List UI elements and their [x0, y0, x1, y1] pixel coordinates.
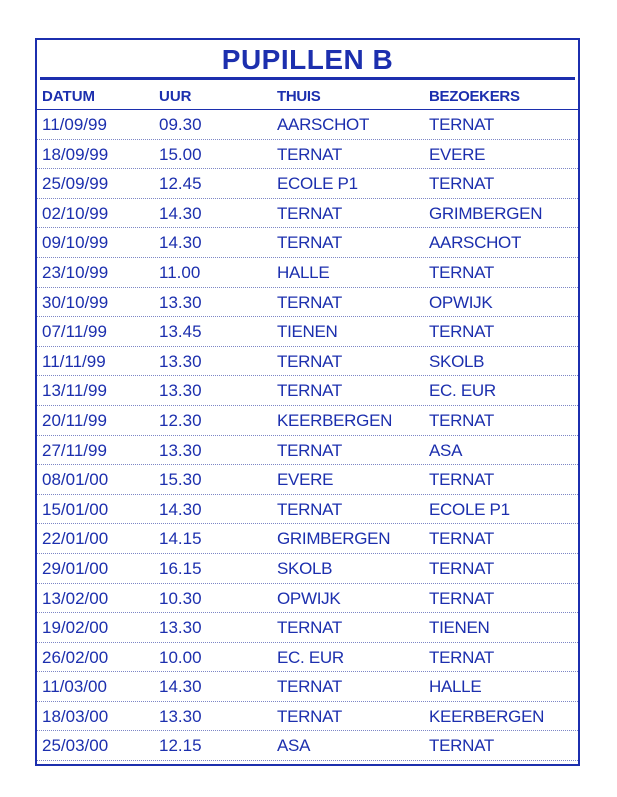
match-time: 10.00 [159, 647, 202, 667]
match-home-team: KEERBERGEN [277, 410, 393, 430]
match-home-team: ASA [277, 736, 311, 756]
match-away-team: HALLE [429, 677, 482, 697]
match-time: 09.30 [159, 115, 202, 134]
match-home-team: TERNAT [277, 144, 342, 164]
match-away-team: TERNAT [429, 322, 494, 342]
table-row [37, 110, 578, 140]
match-time: 13.30 [159, 618, 202, 638]
match-time: 10.30 [159, 588, 202, 608]
match-away-team: TERNAT [429, 174, 494, 194]
match-date: 11/09/99 [42, 115, 107, 134]
match-date: 11/11/99 [42, 351, 106, 371]
table-row [37, 376, 578, 406]
match-away-team: TERNAT [429, 262, 494, 282]
table-row [37, 465, 578, 495]
match-date: 18/09/99 [42, 144, 109, 164]
match-away-team: TERNAT [429, 588, 494, 608]
match-time: 12.15 [159, 736, 202, 756]
match-away-team: TERNAT [429, 115, 494, 134]
match-date: 23/10/99 [42, 262, 109, 282]
match-time: 12.30 [159, 410, 202, 430]
match-away-team: ASA [429, 440, 463, 460]
match-away-team: AARSCHOT [429, 233, 522, 253]
match-time: 13.30 [159, 706, 202, 726]
match-date: 11/03/00 [42, 677, 107, 697]
match-away-team: EC. EUR [429, 381, 496, 401]
match-date: 19/02/00 [42, 618, 109, 638]
table-row [37, 228, 578, 258]
table-row [37, 495, 578, 525]
match-home-team: TERNAT [277, 677, 342, 697]
match-time: 14.30 [159, 499, 202, 519]
table-header [37, 82, 578, 110]
table-row [37, 436, 578, 466]
match-home-team: HALLE [277, 262, 330, 282]
match-date: 20/11/99 [42, 410, 107, 430]
match-date: 13/11/99 [42, 381, 107, 401]
match-date: 25/09/99 [42, 174, 109, 194]
match-away-team: GRIMBERGEN [429, 203, 543, 223]
match-date: 02/10/99 [42, 203, 109, 223]
schedule-frame [35, 38, 580, 766]
table-row [37, 731, 578, 761]
match-home-team: TERNAT [277, 292, 342, 312]
table-row [37, 347, 578, 377]
match-date: 18/03/00 [42, 706, 109, 726]
match-time: 11.00 [159, 262, 201, 282]
match-away-team: KEERBERGEN [429, 706, 545, 726]
match-home-team: SKOLB [277, 558, 333, 578]
match-home-team: EVERE [277, 470, 334, 490]
match-home-team: ECOLE P1 [277, 174, 358, 194]
match-home-team: TERNAT [277, 618, 342, 638]
match-date: 26/02/00 [42, 647, 109, 667]
match-home-team: TERNAT [277, 233, 342, 253]
table-row [37, 613, 578, 643]
table-row [37, 199, 578, 229]
match-away-team: TIENEN [429, 618, 490, 638]
match-date: 27/11/99 [42, 440, 107, 460]
match-date: 30/10/99 [42, 292, 109, 312]
table-row [37, 169, 578, 199]
header-home: THUIS [277, 88, 321, 105]
match-time: 14.30 [159, 677, 202, 697]
table-row [37, 406, 578, 436]
table-row [37, 643, 578, 673]
table-row [37, 258, 578, 288]
match-time: 16.15 [159, 558, 202, 578]
table-row [37, 288, 578, 318]
match-date: 29/01/00 [42, 558, 109, 578]
match-away-team: ECOLE P1 [429, 499, 510, 519]
match-time: 13.45 [159, 322, 202, 342]
match-time: 15.00 [159, 144, 202, 164]
match-home-team: TIENEN [277, 322, 338, 342]
table-row [37, 584, 578, 614]
match-time: 15.30 [159, 470, 202, 490]
match-home-team: TERNAT [277, 203, 342, 223]
match-date: 15/01/00 [42, 499, 109, 519]
match-away-team: TERNAT [429, 647, 494, 667]
table-row [37, 702, 578, 732]
match-time: 13.30 [159, 292, 202, 312]
match-list [37, 110, 578, 761]
match-date: 07/11/99 [42, 322, 107, 342]
match-time: 14.15 [159, 529, 202, 549]
match-away-team: EVERE [429, 144, 486, 164]
match-date: 25/03/00 [42, 736, 109, 756]
match-time: 14.30 [159, 233, 202, 253]
match-home-team: TERNAT [277, 440, 342, 460]
match-time: 13.30 [159, 351, 202, 371]
match-time: 14.30 [159, 203, 202, 223]
match-date: 22/01/00 [42, 529, 109, 549]
match-home-team: TERNAT [277, 381, 342, 401]
table-row [37, 317, 578, 347]
match-away-team: OPWIJK [429, 292, 493, 312]
match-date: 08/01/00 [42, 470, 109, 490]
table-row [37, 524, 578, 554]
match-away-team: TERNAT [429, 558, 494, 578]
match-home-team: TERNAT [277, 351, 342, 371]
match-date: 13/02/00 [42, 588, 109, 608]
match-time: 12.45 [159, 174, 202, 194]
table-row [37, 672, 578, 702]
table-row [37, 140, 578, 170]
match-home-team: AARSCHOT [277, 115, 370, 134]
schedule-title: PUPILLEN B [221, 44, 394, 75]
match-away-team: SKOLB [429, 351, 485, 371]
header-date: DATUM [42, 88, 96, 105]
match-away-team: TERNAT [429, 470, 494, 490]
match-away-team: TERNAT [429, 736, 494, 756]
match-time: 13.30 [159, 381, 202, 401]
match-time: 13.30 [159, 440, 202, 460]
match-away-team: TERNAT [429, 410, 494, 430]
header-away: BEZOEKERS [429, 88, 520, 105]
match-date: 09/10/99 [42, 233, 109, 253]
match-away-team: TERNAT [429, 529, 494, 549]
title-underline [40, 77, 575, 80]
match-home-team: OPWIJK [277, 588, 341, 608]
table-row [37, 554, 578, 584]
match-home-team: TERNAT [277, 499, 342, 519]
match-home-team: TERNAT [277, 706, 342, 726]
match-home-team: EC. EUR [277, 647, 344, 667]
match-home-team: GRIMBERGEN [277, 529, 391, 549]
header-time: UUR [159, 88, 192, 105]
